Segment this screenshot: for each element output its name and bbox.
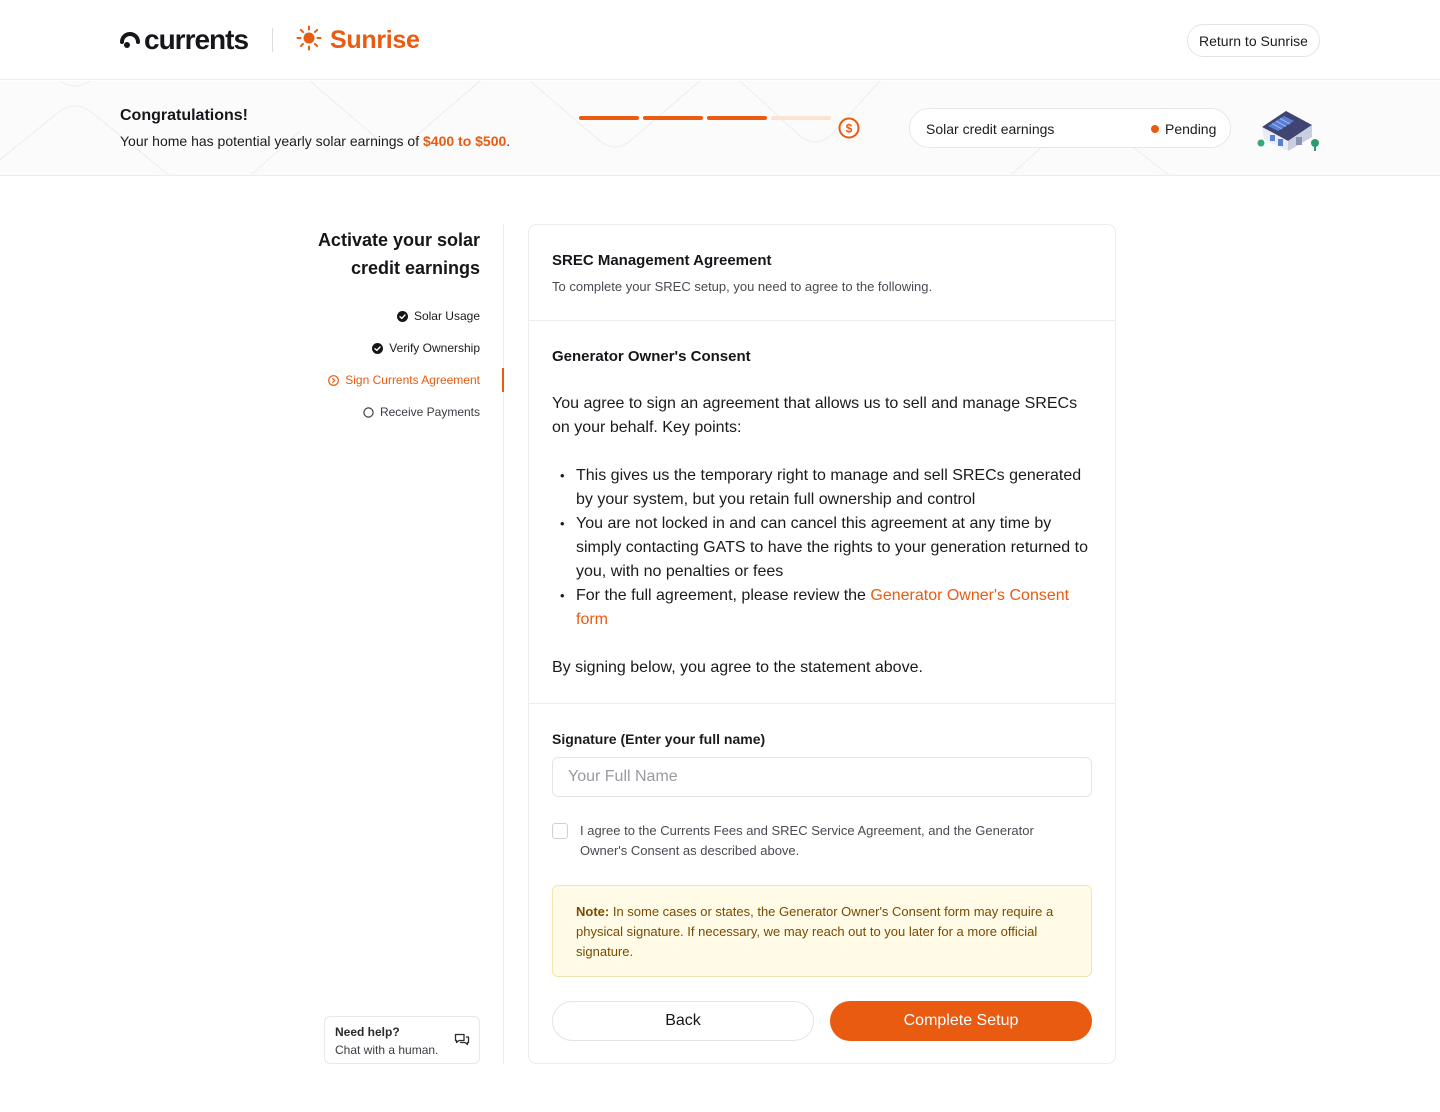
complete-setup-button[interactable]: Complete Setup bbox=[830, 1001, 1092, 1041]
consent-intro: You agree to sign an agreement that allows us to sell and manage SRECs on your behalf. Key points: bbox=[552, 395, 1078, 436]
congrats-banner bbox=[0, 81, 1440, 176]
step-label: Sign Currents Agreement bbox=[345, 373, 480, 387]
dollar-coin-icon bbox=[838, 117, 860, 144]
empty-circle-icon bbox=[363, 407, 374, 418]
logo-divider bbox=[272, 28, 273, 52]
step-label: Receive Payments bbox=[379, 405, 480, 419]
sun-icon bbox=[296, 25, 322, 56]
status-dot bbox=[1151, 125, 1159, 133]
progress-segment bbox=[707, 116, 767, 120]
agreement-card bbox=[528, 224, 1116, 1064]
progress-segment bbox=[771, 116, 831, 120]
currents-logo-icon bbox=[120, 30, 140, 50]
step-list bbox=[300, 300, 480, 428]
currents-logo[interactable] bbox=[120, 24, 248, 56]
consent-body bbox=[552, 392, 1097, 680]
sunrise-logo bbox=[296, 24, 420, 56]
step-sign-currents-agreement[interactable] bbox=[300, 364, 480, 396]
help-text: Chat with a human. bbox=[335, 1043, 439, 1057]
return-to-sunrise-button[interactable]: Return to Sunrise bbox=[1187, 24, 1320, 57]
agreement-checkbox-label[interactable]: I agree to the Currents Fees and SREC Service Agreement, and the Generator Owner's Consent as described above. bbox=[580, 823, 1034, 858]
active-step-indicator bbox=[502, 368, 504, 392]
signature-label: Signature (Enter your full name) bbox=[552, 731, 766, 747]
physical-signature-note bbox=[552, 885, 1092, 977]
card-header bbox=[529, 225, 1115, 321]
card-title: SREC Management Agreement bbox=[552, 252, 772, 269]
solar-house-icon bbox=[1256, 105, 1320, 158]
svg-text:$: $ bbox=[845, 121, 853, 136]
sidebar-divider bbox=[503, 224, 504, 1064]
help-chat-widget[interactable] bbox=[324, 1016, 480, 1064]
earnings-text bbox=[120, 133, 510, 149]
note-text: In some cases or states, the Generator Owner's Consent form may require a physical signature. If necessary, we may reach out to you later for a more official signature. bbox=[576, 904, 1054, 959]
step-label: Solar Usage bbox=[413, 309, 480, 323]
step-verify-ownership[interactable] bbox=[300, 332, 480, 364]
top-bar bbox=[0, 0, 1440, 80]
consent-form-link[interactable]: Generator Owner's Consent form bbox=[576, 587, 1070, 628]
card-divider bbox=[529, 703, 1115, 704]
check-circle-icon bbox=[372, 343, 383, 354]
step-label: Verify Ownership bbox=[389, 341, 480, 355]
back-button[interactable]: Back bbox=[552, 1001, 814, 1041]
key-point bbox=[552, 584, 1097, 632]
sidebar-title: Activate your solar credit earnings bbox=[317, 230, 480, 278]
progress-segment bbox=[579, 116, 639, 120]
card-subtitle: To complete your SREC setup, you need to agree to the following. bbox=[552, 279, 933, 294]
key-points-list bbox=[552, 464, 1097, 632]
earnings-prefix: Your home has potential yearly solar earnings of bbox=[120, 133, 423, 149]
key-point-prefix: For the full agreement, please review the bbox=[576, 587, 871, 604]
solar-credit-status-pill bbox=[909, 108, 1231, 148]
sunrise-logo-text: Sunrise bbox=[330, 25, 420, 54]
help-title: Need help? bbox=[335, 1025, 400, 1039]
chat-bubble-icon bbox=[454, 1032, 470, 1053]
key-point: • You are not locked in and can cancel this agreement at any time by simply contacting GATS to have the rights to your generation returned to you, with no penalties or fees bbox=[552, 512, 1097, 584]
signature-input[interactable] bbox=[552, 757, 1092, 797]
progress-bar bbox=[579, 116, 831, 120]
note-label: Note: bbox=[576, 904, 610, 919]
earnings-range: $400 to $500 bbox=[423, 133, 507, 149]
status-value: Pending bbox=[1165, 121, 1217, 137]
currents-logo-text: currents bbox=[144, 24, 249, 55]
status-label: Solar credit earnings bbox=[926, 121, 1055, 137]
key-point: • This gives us the temporary right to manage and sell SRECs generated by your system, but you retain full ownership and control bbox=[552, 464, 1097, 512]
earnings-suffix: . bbox=[506, 133, 511, 149]
consent-closing: By signing below, you agree to the statement above. bbox=[552, 659, 923, 676]
play-circle-icon bbox=[328, 375, 339, 386]
check-circle-icon bbox=[397, 311, 408, 322]
progress-segment bbox=[643, 116, 703, 120]
step-receive-payments[interactable] bbox=[300, 396, 480, 428]
consent-title: Generator Owner's Consent bbox=[552, 348, 751, 365]
congrats-title: Congratulations! bbox=[120, 107, 248, 124]
agreement-checkbox[interactable] bbox=[552, 823, 568, 839]
step-solar-usage[interactable] bbox=[300, 300, 480, 332]
